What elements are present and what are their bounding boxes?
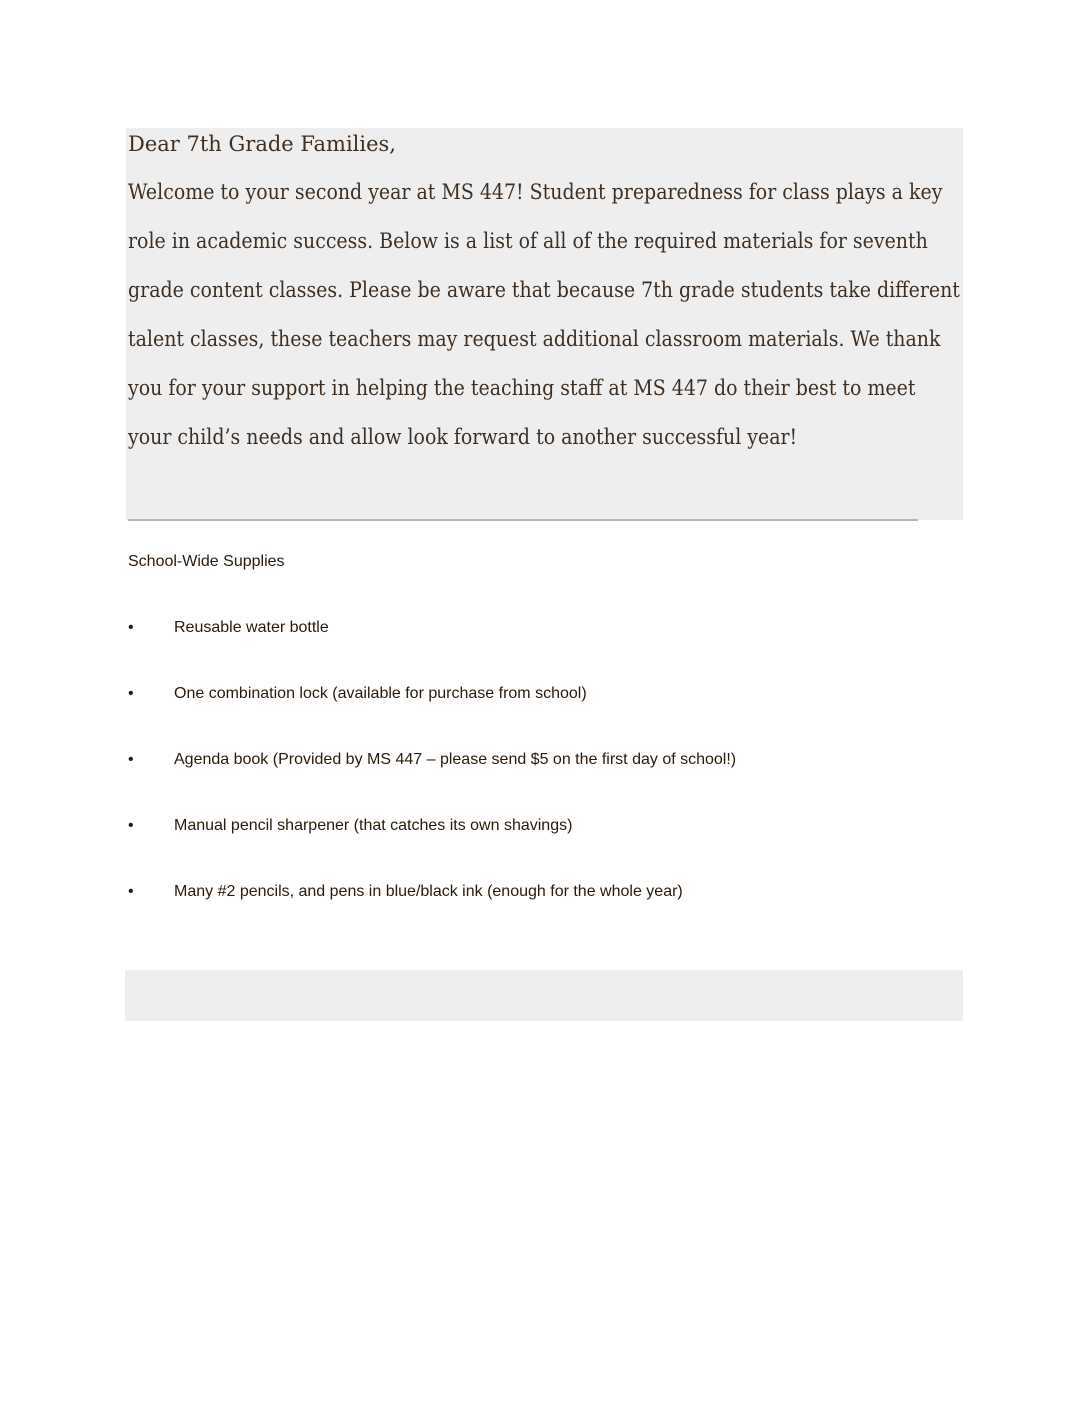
letter-line: grade content classes. Please be aware that because 7th grade students take different <box>128 278 960 302</box>
letter-body <box>128 172 1050 466</box>
bullet-icon: • <box>128 619 134 636</box>
letter-greeting: Dear 7th Grade Families, <box>128 132 396 156</box>
letter-line: role in academic success. Below is a list of all of the required materials for seventh <box>128 229 928 253</box>
footer-shaded-box <box>125 970 963 1021</box>
supplies-heading: School-Wide Supplies <box>128 553 285 570</box>
bullet-icon: • <box>128 817 134 834</box>
letter-line: talent classes, these teachers may request additional classroom materials. We thank <box>128 327 941 351</box>
letter-line: your child’s needs and allow look forward to another successful year! <box>128 425 798 449</box>
bullet-icon: • <box>128 883 134 900</box>
section-divider <box>128 519 918 521</box>
bullet-icon: • <box>128 685 134 702</box>
bullet-icon: • <box>128 751 134 768</box>
supply-item-text: Reusable water bottle <box>174 619 329 636</box>
supply-item-text: Many #2 pencils, and pens in blue/black ink (enough for the whole year) <box>174 883 683 900</box>
supply-item-text: One combination lock (available for purchase from school) <box>174 685 587 702</box>
supply-item-text: Agenda book (Provided by MS 447 – please send $5 on the first day of school!) <box>174 751 737 768</box>
letter-line: Welcome to your second year at MS 447! Student preparedness for class plays a key <box>128 180 943 204</box>
supply-item-text: Manual pencil sharpener (that catches its own shavings) <box>174 817 573 834</box>
letter-line: you for your support in helping the teaching staff at MS 447 do their best to meet <box>128 376 916 400</box>
